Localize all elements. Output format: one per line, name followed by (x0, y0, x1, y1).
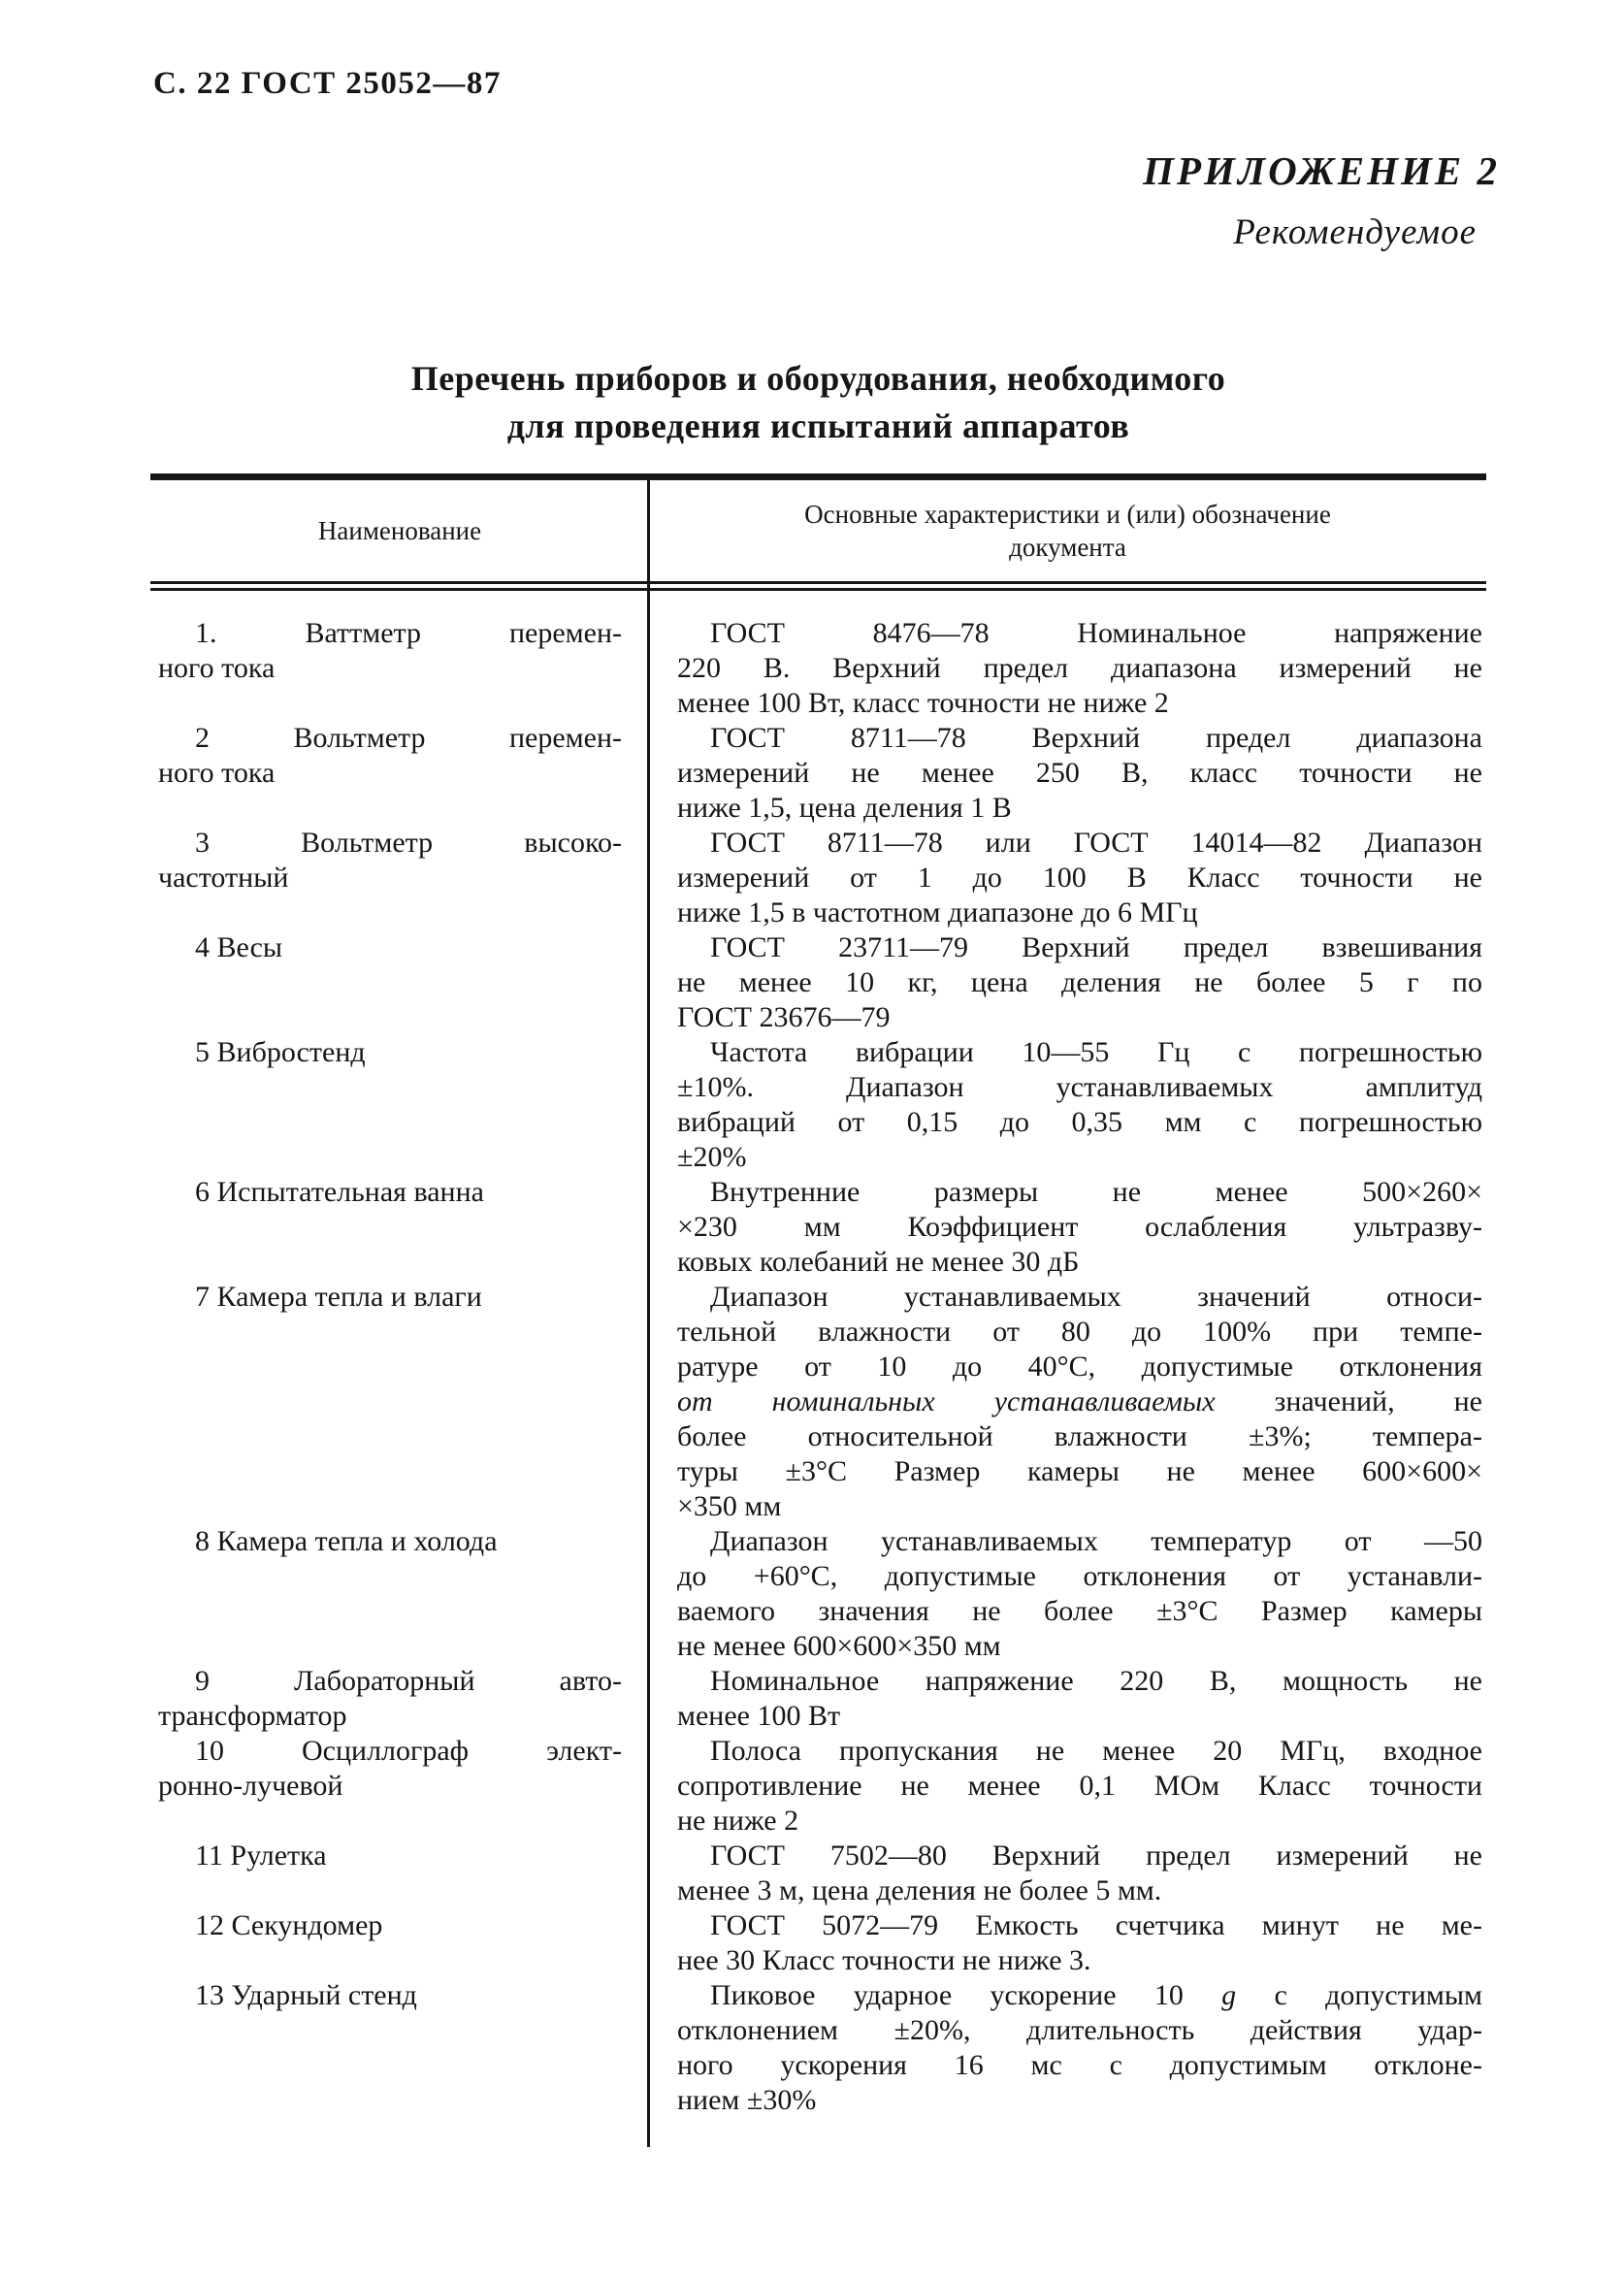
text-line: 10 Осциллограф элект- (195, 1735, 622, 1767)
text-line: ГОСТ 5072—79 Емкость счетчика минут не ме- (710, 1909, 1482, 1941)
document-title-line1: Перечень приборов и оборудования, необходимого (410, 359, 1226, 398)
text-line: 7 Камера тепла и влаги (195, 1281, 482, 1313)
text-line: 2 Вольтметр перемен- (195, 722, 622, 754)
text-line: ±10%. Диапазон устанавливаемых амплитуд (677, 1071, 1482, 1103)
name-cell (150, 1175, 649, 1280)
text-line: ковых колебаний не менее 30 дБ (677, 1246, 1080, 1278)
table-row (150, 1978, 1486, 2118)
name-cell (150, 826, 649, 930)
text-line: ГОСТ 23676—79 (677, 1001, 891, 1033)
text-line: нее 30 Класс точности не ниже 3. (677, 1944, 1091, 1976)
text-line: менее 100 Вт (677, 1700, 841, 1732)
text-line: измерений не менее 250 В, класс точности не (677, 757, 1482, 789)
name-cell (150, 1908, 649, 1978)
text-line: Внутренние размеры не менее 500×260× (710, 1176, 1482, 1208)
text-line (677, 1978, 1482, 2013)
table-row (150, 930, 1486, 1035)
text-line (677, 1384, 1482, 1419)
text-line: не менее 10 кг, цена деления не более 5 г по (677, 966, 1482, 998)
text-line: 13 Ударный стенд (195, 1979, 417, 2011)
text-line: вибраций от 0,15 до 0,35 мм с погрешностью (677, 1106, 1482, 1138)
table-row (150, 1839, 1486, 1908)
text-line: трансформатор (158, 1700, 347, 1732)
text-line: ГОСТ 8711—78 или ГОСТ 14014—82 Диапазон (710, 827, 1482, 859)
column-header-name: Наименование (317, 515, 482, 545)
text-line: ГОСТ 8711—78 Верхний предел диапазона (710, 722, 1482, 754)
appendix-heading: ПРИЛОЖЕНИЕ 2 (1143, 148, 1500, 193)
text-line: ×350 мм (677, 1490, 782, 1522)
text-line: 1. Ваттметр перемен- (195, 617, 622, 649)
text-line: 6 Испытательная ванна (195, 1176, 484, 1208)
text-line: до +60°С, допустимые отклонения от устанавли- (677, 1560, 1482, 1592)
page-number-standard-header: С. 22 ГОСТ 25052—87 (153, 66, 502, 101)
characteristics-cell (649, 1839, 1486, 1908)
text-line: 5 Вибростенд (195, 1036, 366, 1068)
text-line: не менее 600×600×350 мм (677, 1630, 1001, 1662)
document-title (150, 355, 1486, 450)
table-row (150, 1734, 1486, 1839)
table-row (150, 1175, 1486, 1280)
text-line: туры ±3°С Размер камеры не менее 600×600× (677, 1455, 1482, 1487)
appendix-subheading: Рекомендуемое (1233, 212, 1477, 252)
text-span: значений, не (1215, 1385, 1482, 1417)
text-line: 4 Весы (195, 931, 283, 963)
table-row (150, 826, 1486, 930)
text-line: 3 Вольтметр высоко- (195, 827, 622, 859)
name-cell (150, 1524, 649, 1664)
characteristics-cell (649, 616, 1486, 721)
name-cell (150, 1734, 649, 1839)
text-line: ного тока (158, 757, 276, 789)
table-row (150, 616, 1486, 721)
text-line: нием ±30% (677, 2084, 817, 2116)
name-cell (150, 1280, 649, 1524)
column-header-characteristics-line2: документа (1009, 533, 1126, 562)
characteristics-cell (649, 1664, 1486, 1734)
name-cell (150, 930, 649, 1035)
text-span: Пиковое ударное ускорение 10 (710, 1979, 1222, 2011)
table-row (150, 1664, 1486, 1734)
text-line: сопротивление не менее 0,1 МОм Класс точности (677, 1770, 1482, 1802)
text-line: более относительной влажности ±3%; темпера- (677, 1420, 1482, 1452)
characteristics-cell (649, 721, 1486, 826)
text-line: ниже 1,5 в частотном диапазоне до 6 МГц (677, 896, 1198, 928)
text-line: ваемого значения не более ±3°С Размер камеры (677, 1595, 1482, 1627)
column-header-characteristics (649, 498, 1486, 564)
text-line: ГОСТ 23711—79 Верхний предел взвешивания (710, 931, 1482, 963)
text-line: ниже 1,5, цена деления 1 В (677, 792, 1012, 824)
text-span: с допустимым (1236, 1979, 1482, 2011)
table-row (150, 1908, 1486, 1978)
text-line: ГОСТ 8476—78 Номинальное напряжение (710, 617, 1482, 649)
text-line: Диапазон устанавливаемых температур от —50 (710, 1525, 1482, 1557)
text-line: 12 Секундомер (195, 1909, 383, 1941)
table-header-row (150, 480, 1486, 581)
italic-text: g (1221, 1979, 1237, 2011)
table-row (150, 1280, 1486, 1524)
text-line: 220 В. Верхний предел диапазона измерений не (677, 652, 1482, 684)
characteristics-cell (649, 1280, 1486, 1524)
text-line: ронно-лучевой (158, 1770, 343, 1802)
text-line: отклонением ±20%, длительность действия удар- (677, 2014, 1482, 2046)
text-line: тельной влажности от 80 до 100% при темпе- (677, 1316, 1482, 1348)
text-line: ±20% (677, 1141, 747, 1173)
text-line: 8 Камера тепла и холода (195, 1525, 498, 1557)
text-line: менее 100 Вт, класс точности не ниже 2 (677, 687, 1169, 719)
name-cell (150, 1664, 649, 1734)
characteristics-cell (649, 1035, 1486, 1175)
text-line: ного ускорения 16 мс с допустимым отклоне- (677, 2049, 1482, 2081)
characteristics-cell (649, 930, 1486, 1035)
characteristics-cell (649, 1734, 1486, 1839)
name-cell (150, 721, 649, 826)
header-double-rule (150, 581, 1486, 591)
text-line: ратуре от 10 до 40°С, допустимые отклонения (677, 1351, 1482, 1383)
name-cell (150, 1839, 649, 1908)
characteristics-cell (649, 1908, 1486, 1978)
column-header-characteristics-line1: Основные характеристики и (или) обозначение (804, 500, 1331, 529)
text-line: ГОСТ 7502—80 Верхний предел измерений не (710, 1839, 1482, 1872)
text-line: 11 Рулетка (195, 1839, 327, 1872)
text-line: Полоса пропускания не менее 20 МГц, входное (710, 1735, 1482, 1767)
text-line: Диапазон устанавливаемых значений относи- (710, 1281, 1482, 1313)
equipment-table (150, 473, 1486, 2147)
text-line: не ниже 2 (677, 1805, 799, 1837)
table-row (150, 1035, 1486, 1175)
text-line: Номинальное напряжение 220 В, мощность не (710, 1665, 1482, 1697)
text-line: 9 Лабораторный авто- (195, 1665, 622, 1697)
column-divider-line (647, 480, 650, 2147)
italic-text: от номинальных устанавливаемых (677, 1385, 1216, 1417)
characteristics-cell (649, 1175, 1486, 1280)
text-line: измерений от 1 до 100 В Класс точности не (677, 862, 1482, 894)
text-line: Частота вибрации 10—55 Гц с погрешностью (710, 1036, 1482, 1068)
characteristics-cell (649, 826, 1486, 930)
characteristics-cell (649, 1524, 1486, 1664)
table-row (150, 721, 1486, 826)
name-cell (150, 616, 649, 721)
table-body (150, 591, 1486, 2147)
text-line: ×230 мм Коэффициент ослабления ультразву- (677, 1211, 1482, 1243)
characteristics-cell (649, 1978, 1486, 2118)
text-line: менее 3 м, цена деления не более 5 мм. (677, 1874, 1162, 1906)
text-line: ного тока (158, 652, 276, 684)
name-cell (150, 1035, 649, 1175)
document-title-line2: для проведения испытаний аппаратов (506, 407, 1130, 445)
text-line: частотный (158, 862, 289, 894)
name-cell (150, 1978, 649, 2118)
table-row (150, 1524, 1486, 1664)
